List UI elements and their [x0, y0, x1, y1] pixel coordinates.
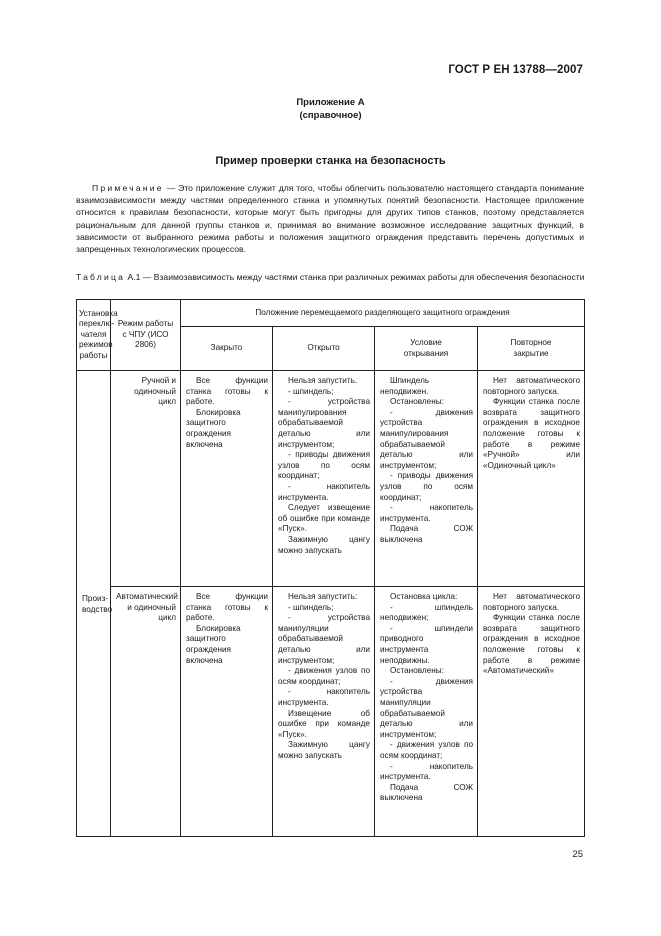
row-reclosing — [478, 371, 585, 587]
row-reclosing — [478, 587, 585, 837]
text-line: - движения узлов по осям координат; — [380, 740, 473, 760]
text-line: - шпиндель неподвижен; — [380, 602, 473, 623]
table-caption-text: А.1 — Взаимозависимость между частями станка при различных режимах работы для обеспечения безопасности — [125, 272, 585, 282]
install-production: Произ-водство — [77, 371, 111, 837]
text-line: Подача СОЖ выключена — [380, 524, 473, 544]
text-line: Извещение об ошибке при команде «Пуск». — [278, 708, 370, 739]
text-line: Все функции станка готовы к работе. — [186, 376, 268, 407]
text-line: Нельзя запустить. — [288, 376, 358, 385]
page-number: 25 — [572, 849, 583, 860]
row-closed — [181, 371, 273, 587]
text-line: Блокировка защитного ограждения включена — [186, 623, 241, 665]
text-line: - приводы движения узлов по осям координат; — [380, 471, 473, 502]
text-line: Все функции станка готовы к работе. — [186, 592, 268, 623]
text-line: - приводы движения узлов по осям координат; — [278, 450, 370, 481]
header-guard-position: Положение перемещаемого разделяющего защитного ограждения — [181, 300, 585, 327]
row-opening-condition — [375, 371, 478, 587]
text-line: Нельзя запустить: — [288, 592, 358, 601]
text-line: - накопитель инструмента. — [278, 481, 370, 502]
header-reclosing: Повторное закрытие — [478, 327, 585, 371]
text-line: - устройства манипулирования обрабатываемой деталью или инструментом; — [278, 397, 370, 449]
table-caption-label: Таблица — [76, 272, 126, 282]
text-line: - движения узлов по осям координат; — [278, 666, 370, 686]
header-open: Открыто — [273, 327, 375, 371]
text-line: - движения устройства манипулирования обрабатываемой деталью или инструментом; — [380, 407, 473, 470]
note-text: — Это приложение служит для того, чтобы облегчить пользователю настоящего стандарта понимание взаимозависимости между частями определенного станка и упомянутых понятий безопасности. Настоящее приложение относится к правилам безопасности, которые могут быть пригодны для других типов станков, поэтому представляется рациональным для данной группы станков и, принимая во внимание возможное исследование защитных функций, в зависимости от выбранного режима работы и положения защитного ограждения представить перечень допустимых и запрещенных технологических процессов. — [76, 183, 584, 255]
text-line: - шпиндели приводного инструмента неподвижны. — [380, 623, 473, 665]
table-caption — [76, 271, 586, 283]
annex-type: (справочное) — [299, 110, 362, 121]
text-line: Зажимную цангу можно запускать — [278, 740, 370, 760]
text-line: - шпиндель; — [288, 602, 334, 612]
text-line: Блокировка защитного ограждения включена — [186, 407, 241, 449]
text-line: Подача СОЖ выключена — [380, 782, 473, 803]
text-line: Шпиндель неподвижен. — [380, 376, 430, 396]
section-title: Пример проверки станка на безопасность — [215, 155, 446, 167]
note-label: Примечание — [92, 183, 164, 193]
annex-heading — [0, 96, 661, 122]
note-paragraph — [76, 182, 584, 255]
text-line: Функции станка после возврата защитного ограждения в исходное положение готовы к работе в режиме «Ручной» или «Одиночный цикл» — [483, 397, 580, 470]
text-line: Нет автоматического повторного запуска. — [483, 376, 580, 396]
text-line: Зажимную цангу можно запускать — [278, 534, 370, 555]
text-line: Нет автоматического повторного запуска. — [483, 592, 580, 612]
text-line: Остановка цикла: — [390, 592, 458, 601]
row-opening-condition — [375, 587, 478, 837]
header-closed: Закрыто — [181, 327, 273, 371]
row-open — [273, 371, 375, 587]
text-line: - движения устройства манипуляции обрабатываемой деталью или инструментом; — [380, 676, 473, 739]
header-mode: Режим работы с ЧПУ (ИСО 2806) — [111, 300, 181, 371]
text-line: - шпиндель; — [288, 386, 334, 396]
row-open — [273, 587, 375, 837]
text-line: - накопитель инструмента. — [380, 761, 473, 782]
text-line: - устройства манипуляции обрабатываемой деталью или инструментом; — [278, 613, 370, 665]
document-number: ГОСТ Р ЕН 13788—2007 — [448, 64, 583, 76]
row-mode: Автоматический и одиночный цикл — [111, 587, 181, 837]
text-line: Функции станка после возврата защитного ограждения в исходное положение готовы к работе в режиме «Автоматический» — [483, 613, 580, 676]
text-line: - накопитель инструмента. — [380, 503, 473, 523]
row-mode: Ручной и одиночный цикл — [111, 371, 181, 587]
header-opening-condition: Условие открывания — [375, 327, 478, 371]
header-install: Установка переклю-чателя режимов работы — [77, 300, 111, 371]
text-line: Остановлены: — [390, 666, 444, 676]
text-line: - накопитель инструмента. — [278, 687, 370, 707]
annex-title: Приложение А — [296, 97, 365, 108]
safety-table — [76, 299, 585, 837]
text-line: Следует извещение об ошибке при команде «Пуск». — [278, 503, 370, 534]
row-closed — [181, 587, 273, 837]
text-line: Остановлены: — [390, 397, 444, 407]
